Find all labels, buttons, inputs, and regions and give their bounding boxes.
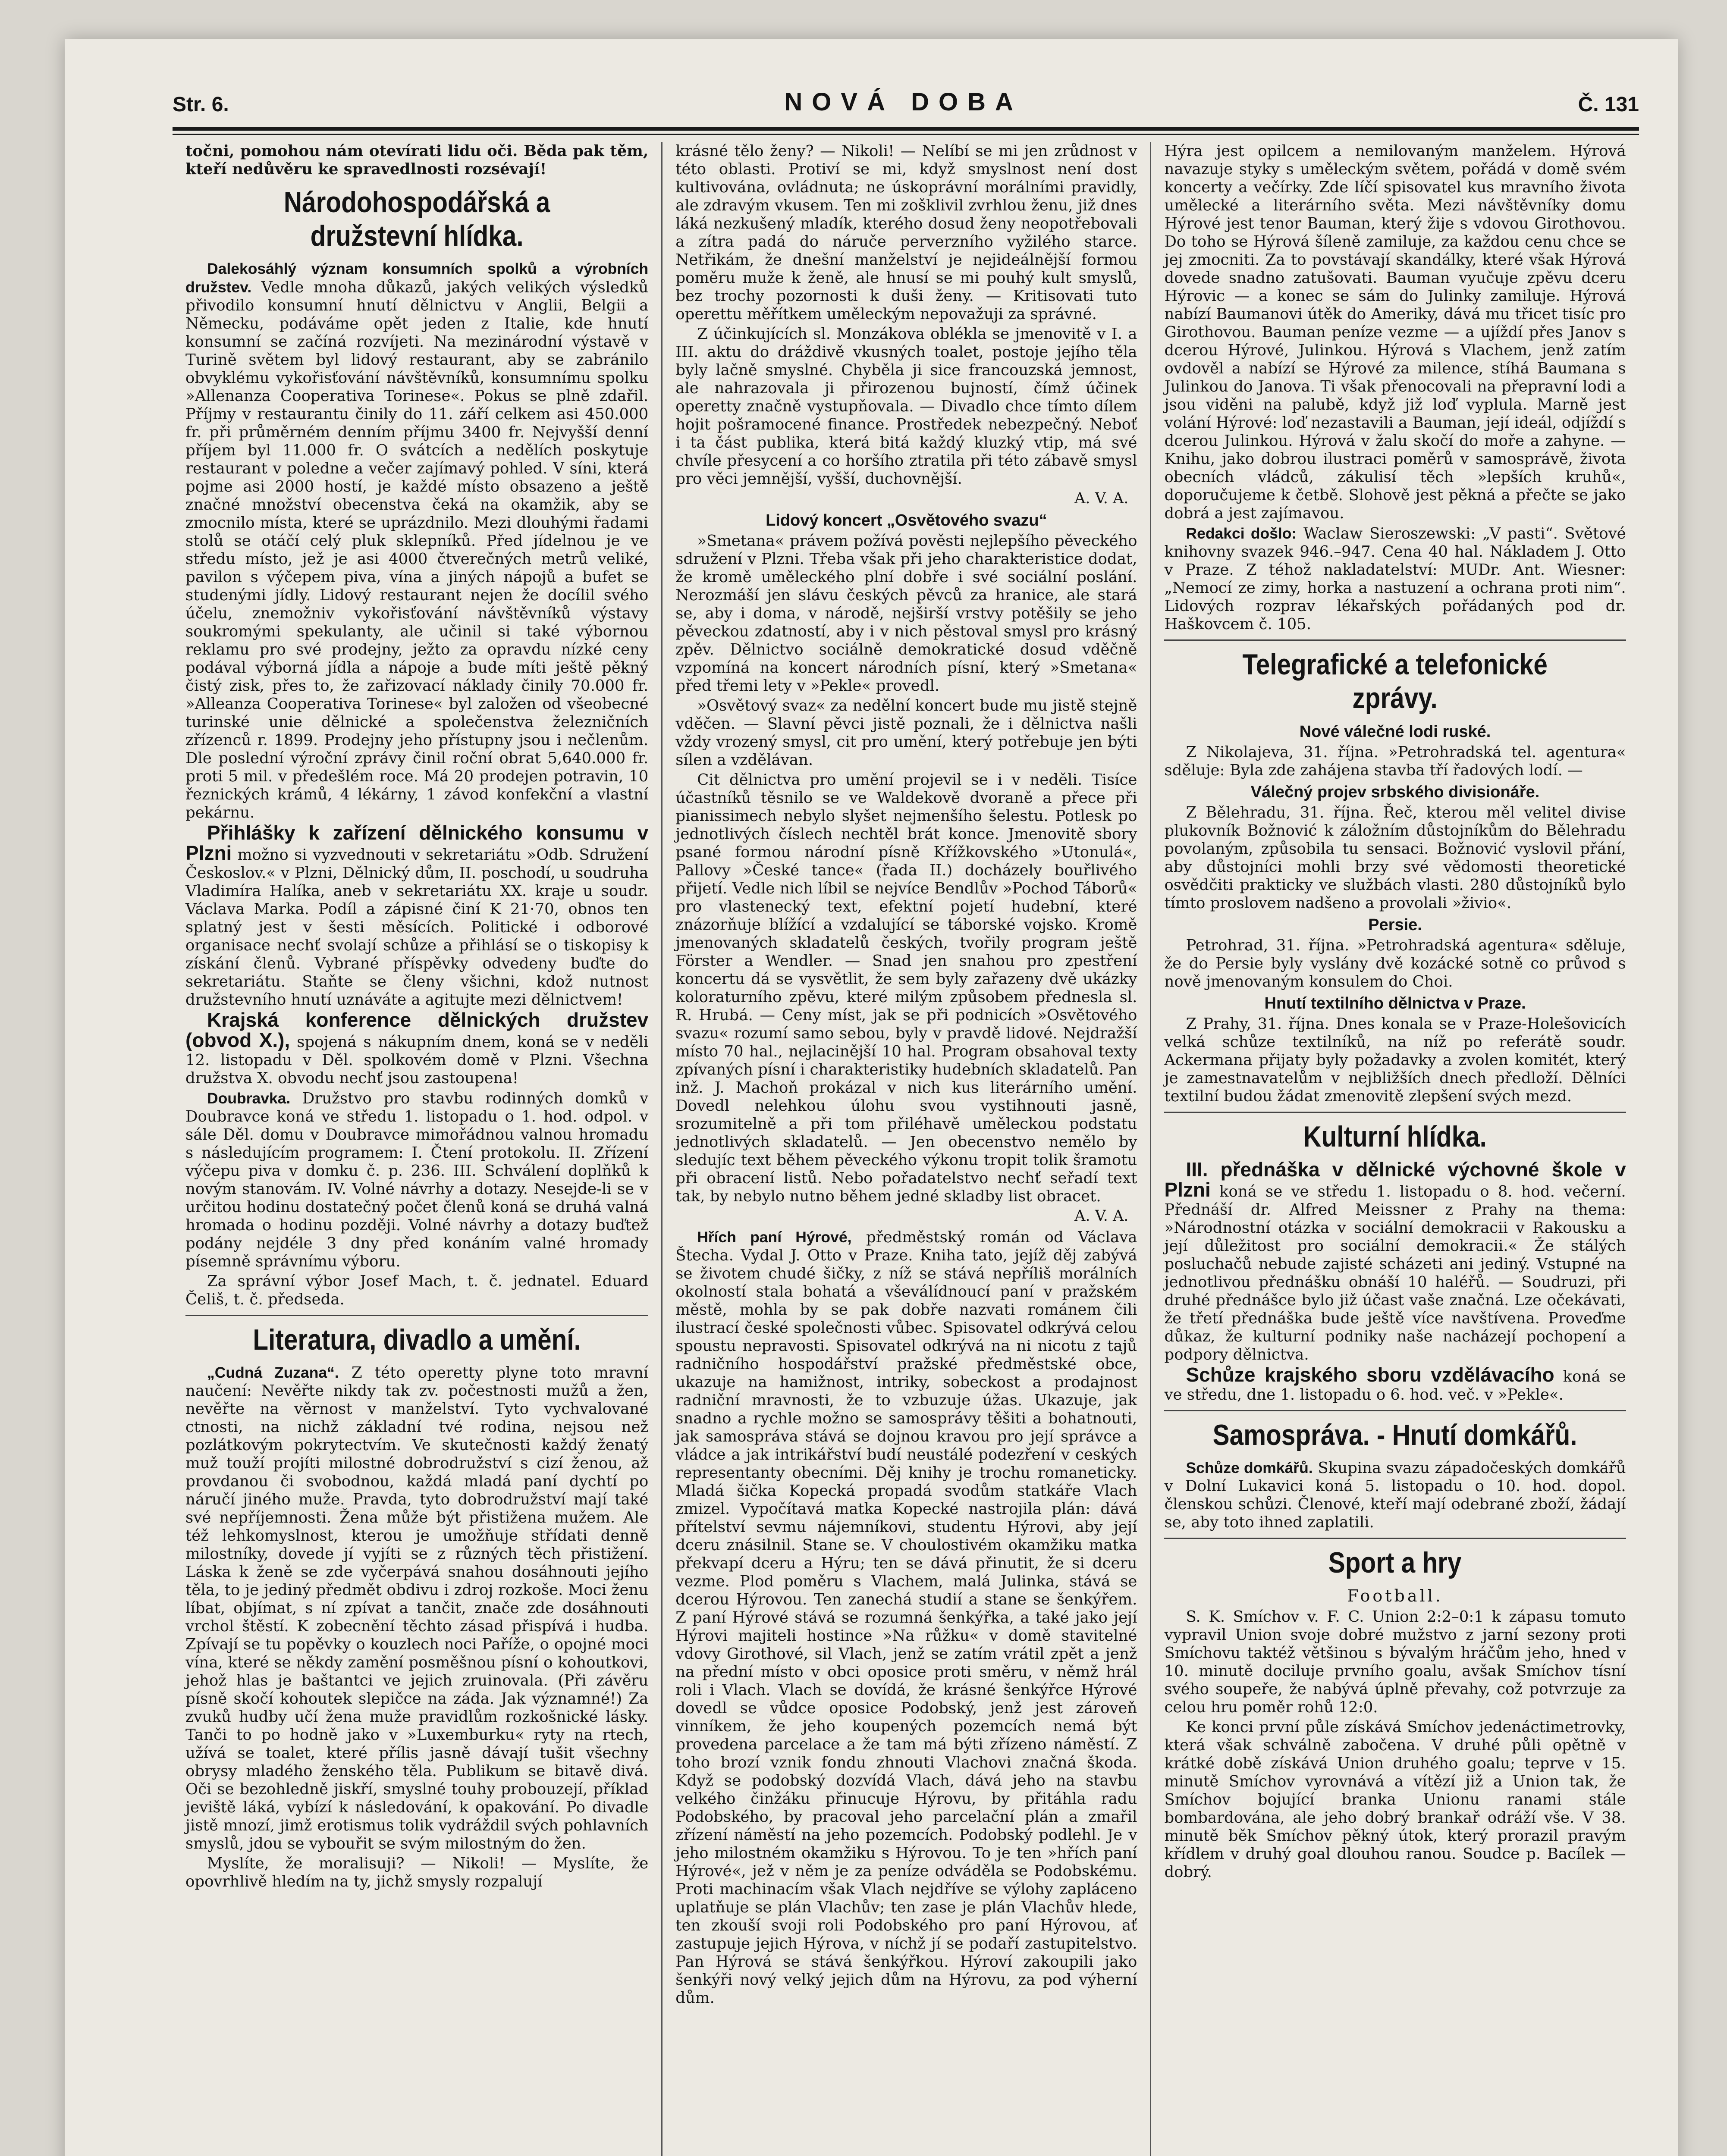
lead-prihlasky: Přihlášky k zařízení dělnického konsumu v Plzni	[185, 821, 649, 864]
signature-ava-2: A. V. A.	[1074, 1207, 1129, 1225]
news-textil: Z Prahy, 31. října. Dnes konala se v Praze-Holešovicích velká schůze textilníků, na níž po referátě soudr. Ackermana přijaty byly požadavky a zvolen komitét, který je zamestnavatelům v nejbližších dnech předloží. Dělníci textilní budou žádat zmenovitě zlepšení svých mezd.	[1164, 1015, 1626, 1105]
lead-prednaska: III. přednáška v dělnické výchovné škole v Plzni	[1164, 1158, 1626, 1201]
heading-samosprava: Samospráva. - Hnutí domkářů.	[1213, 1419, 1577, 1451]
body-hrich: předměstský román od Václava Štecha. Vydal J. Otto v Praze. Kniha tato, jejíž děj zabývá se životem chudé šičky, z níž se stává nepříliš morálních okolností stala bohatá a vševálídnoucí paní v pražském městě, mohla by se pak dobře nazvati románem čili ilustrací české společnosti vůbec. Spisovatel odkrývá celou spoustu nepravosti. Spisovatel odkrývá na ni nicotu z tajů radničního hospodářství pražské předměstské obce, ukazuje na hamižnost, intriky, sobeckost a prodajnost radniční mravnosti, že to vzbuzuje úžas. Ukazuje, jak snadno a rychle možno se samosprávy těšiti a bohatnouti, jak samospráva stává se dojnou kravou pro její správce a vládce a jak intrikářství budí neustálé podezření v ceských representanty obecními. Děj knihy je trochu romaneticky. Mladá šička Kopecká propadá svodům statkáře Vlach zmizel. Vypočítavá matka Kopecké nastrojila plán: dává přítelství sevmu nájemníkovi, studentu Hýrovi, aby její dceru znásilnil. Stane se. V choulostivém okamžiku matka překvapí dceru a Hýru; ten se dává přinutit, že si dceru vezme. Plod poměru s Vlachem, malá Julinka, stává se dcerou Hýrovou. Ten zanechá studií a stane se šenkýřem. Z paní Hýrové stává se rozumná šenkýřka, a také jako její Hýrovi majiteli hostince »Na růžku« v domě stavitelné vdovy Girothové, sil Vlach, jenž se zatím vrátil zpět a jenž na přední místo v obci oposice proti směru, v němž hrál roli i Vlach. Vlach se dovídá, že krásné šenkýřce Hýrové dovedl se vůdce oposice Podobský, jenž jest zároveň vinníkem, že jeho koupených pozemcích nemá být provedena parcelace a že tam má býti zřízeno náměstí. Z toho brozí vznik fondu zhnouti Vlachovi značná škoda. Když se podobský dozvídá Vlach, dává jeho na stavbu velkého činžáku přinucuje Hýrovu, by přitáhla radu Podobského, by pracoval jeho parcelační plán a zmařil zřízení náměstí na jeho pozemcích. Podobský podlehl. Je v jeho milostném okamžiku s Hýrovou. To je ten »hřích paní Hýrové«, jež v něm je za peníze odváděla se Podobskému. Proti machinacím však Vlach nejdříve se výlohy zapláceno uplatňuje se plán Vlachův; ten zase je plán Vlachův hlede, ten zkouší svoji roli Podobského pro paní Hýrovou, ať zastupuje jejich Hýrova, v níchž jí se podaří zastupitelstvo. Pan Hýrová se stává šenkýřkou. Hýroví zakoupili jako šenkýři nový velký jejich dům na Hýrovu, za pod výherní dům.	[675, 1228, 1137, 2007]
article-prednaska	[1164, 1160, 1626, 1364]
heading-srbsko: Válečný projev srbského divisionáře.	[1250, 783, 1540, 801]
lead-domkari: Schůze domkářů.	[1186, 1459, 1313, 1476]
heading-lodi: Nové válečné lodi ruské.	[1299, 723, 1491, 741]
heading-kulturni: Kulturní hlídka.	[1303, 1120, 1487, 1153]
column-3	[1150, 142, 1639, 2156]
article-football-2: Ke konci první půle získává Smíchov jedenáctimetrovky, která však schválně zabočena. V druhé půli opětně v krátké době získává Union druhého goalu; teprve v 15. minutě Smíchov vyrovnává a vítězí již a Union tak, že Smíchov bojující branka Unionu ranami stále bombardována, ale jeho dobrý brankař odráží vše. V 38. minutě běk Smíchov pěkný útok, který prorazil pravým křídlem v druhý goal dlouhou ranou. Soudce p. Bacílek — dobrý.	[1164, 1718, 1626, 1881]
article-koncert-2: »Osvětový svaz« za nedělní koncert bude mu jistě stejně vděčen. — Slavní pěvci jistě poznali, že i dělnictva našli vždy vrozený smysl, cit pro umění, který potřebuje jen býti sílen a vzdělávan.	[675, 697, 1137, 769]
lead-hrich: Hřích paní Hýrové,	[697, 1228, 852, 1246]
divider	[1164, 1538, 1626, 1539]
body-doubravka: Družstvo pro stavbu rodinných domků v Doubravce koná ve středu 1. listopadu o 1. hod. odpol. v sále Děl. domu v Doubravce mimořádnou valnou hromadu s následujícím programem: I. Čtení protokolu. II. Zřízení výčepu piva v domku č. p. 236. III. Schválení doplňků k novým stanovám. IV. Volné návrhy a dotazy. Nesejde-li se v určitou hodinu dostatečný počet členů koná se druhá valná hromada o hodinu později. Volné návrhy a dotazy buďtež podány nejdéle 3 dny před konáním valné hromady písemně správnímu výboru.	[185, 1090, 649, 1270]
article-football-1: S. K. Smíchov v. F. C. Union 2:2–0:1 k zápasu tomuto vypravil Union svoje dobré mužstvo z jarní sezony proti Smíchovu taktéž většinou s bývalým hráčům jeho, hned v 10. minutě dociluje prvního goalu, avšak Smíchov tísní svého soupeře, že nabývá úplně převahy, což potvrzuje za celou hru poměr rohů 12:0.	[1164, 1608, 1626, 1716]
lead-doubravka: Doubravka.	[207, 1090, 291, 1107]
body-konsum: Vedle mnoha důkazů, jakých velikých výsledků přivodilo konsumní hnutí dělnictvu v Anglii, Belgii a Německu, podáváme opět jeden z Italie, kde hnutí konsumní se začíná rozvíjeti. Na mezinárodní výstavě v Turině světem byl lidový restaurant, aby se zabránilo obvyklému vykořisťování návštěvníků, konsumnímu spolku »Allenanza Cooperativa Torinese«. Pokus se plně zdařil. Příjmy v restaurantu činily do 11. září celkem asi 450.000 fr. při průměrném denním příjmu 3400 fr. Nejvyšší denní příjem byl 11.000 fr. O svátcích a nedělích poskytuje restaurant v poledne a večer zajímavý pohled. V síni, která pojme asi 2000 hostí, je každé místo obsazeno a ještě značné množství obecenstva čeká na okamžik, aby se zmocnilo místa, které se uprázdnilo. Mezi dlouhými řadami stolů se otáčí celý pluk sklepníků. Před jídelnou je ve středu místo, jež je asi 4000 čtverečných metrů veliké, pavilon s výčepem piva, vína a jiných nápojů a bufet se studenými jídly. Lidový restaurant nejen že docílil svého účelu, znemožniv vykořisťování návštěvníků výstavy soukromými spekulanty, ale učinil si také výbornou reklamu pro své prodejny, ježto za opravdu nízké ceny podával výborná jídla a nápoje a bude míti ještě pěkný čistý zisk, přes to, že zařizovací náklady činily 70.000 fr. »Alleanza Cooperativa Torinese« byl založen od všeobecné turinské unie dělnické a společenstva železničních zřízenců r. 1899. Prodejny jeho přístupny jsou i nečlenům. Dle poslední výroční zprávy činil roční obrat 5,640.000 fr. proti 5 mil. v předešlém roce. Má 20 prodejen potravin, 10 řeznických krámů, 4 lékárny, 1 závod konfekční a vlastní pekárnu.	[185, 279, 649, 821]
news-lodi: Z Nikolajeva, 31. října. »Petrohradská tel. agentura« sděluje: Byla zde zahájena stavba tří řadových lodí. —	[1164, 743, 1626, 779]
article-doubravka	[185, 1089, 648, 1271]
article-konference	[185, 1011, 648, 1087]
body-zuzana: Z této operetty plyne toto mravní naučení: Nevěřte nikdy tak zv. počestnosti mužů a žen, nevěřte na věrnost v manželství. Tyto vychvalované ctnosti, na nichž základní tvé rodina, nejsou než pozlátkovým pokrytectvím. Ve skutečnosti každý ženatý muž touží projíti milostné dobrodružství s cizí ženou, až provdanou či svobodnou, každá mladá paní dychtí po náručí jiného muže. Pravda, tyto dobrodružství mají také své nepříjemnosti. Žena může být přistižena mužem. Ale též lehkomyslnost, kterou je umožňuje střídati denně milostníky, dovede jí vyjíti se z různých těch přistižení. Láska k ženě se zde vyčerpává snahou dosáhnouti jejího těla, to je jediný předmět obdivu i zdroj rozkoše. Moci ženu líbat, objímat, s ní zpívat a tančit, znače zde dosáhnouti vrchol štěstí. K zobecnění těchto zásad přispívá i hudba. Zpívají se tu popěvky o kouzlech noci Paříže, o opojné moci vína, které se někdy zamění posměšnou písní o kohoutkovi, jehož hlas je baštantci ve jejich zruinovala. (Při závěru písně skočí kohoutek slepičce na záda. Jak významné!) Za zvuků hudby učí žena muže pravidlům rozkošnické lásky. Tanči to po hodně jako v »Luxemburku« ryty na rtech, užívá se toalet, které přílis jasně dávají tušit všechny obrysy mladého ženského těla. Publikum se bitavě divá. Oči se bezohledně jiskří, smyslné touhy probouzejí, příklad jeviště láká, vybízí k následování, k opakování. Po divadle jistě mnozí, jimž erotismus tolik vydráždil svých pohlavních smyslů, jdou se vybouřit se svým milostným do žen.	[185, 1364, 649, 1852]
zuzana-performers: Z účinkujících sl. Monzákova oblékla se jmenovitě v I. a III. aktu do dráždivě vkusných toalet, postoje jejího těla byly lačně smyslné. Chyběla ji sice francouzská jemnost, ale nahrazovala ji přirozenou bujností, čímž účinek operetty značně vystupňovala. — Divadlo chce tímto dílem hojit pošramocené finance. Prostředek nebezpečný. Neboť i ta část publika, která bitá každý kluzký vtip, má své chvíle přesycení a co horšího ztratila při této zábavě smysl pro věci jemnější, vyšší, duchovnější.	[675, 325, 1137, 488]
divider	[1164, 1112, 1626, 1113]
body-prednaska: koná se ve středu 1. listopadu o 8. hod. večerní. Přednáší dr. Alfred Meissner z Prahy na thema: »Národnostní otázka v sociální demokracii v Rakousku a její důležitost pro sociální demokracii.« Že stálých posluchačů nebude zajisté scházeti ani jediný. Vstupné na jednotlivou přednášku obnáší 10 haléřů. — Soudruzi, při druhé přednášce bylo již účast vaše značná. Lze očekávati, že třetí přednáška bude ještě více navštívena. Proveďme důkaz, že kulturní podniky naše nacházejí pochopení a podpory dělnictva.	[1164, 1183, 1626, 1363]
hrich-continued: Hýra jest opilcem a nemilovaným manželem. Hýrová navazuje styky s uměleckým světem, pořádá v domě svém koncerty a večírky. Zde líčí spisovatel kus mravního života umělecké a literárního světa. Mezi návštěvníky domu Hýrové jest tenor Bauman, který žije s vdovou Girothovou. Do toho se Hýrová šíleně zamiluje, za každou cenu chce se jej zmocniti. Za to povstávají skandálky, které však Hýrová dovede snadno zatušovati. Bauman vyučuje zpěvu dceru Hýrovic — a konec se sám do Julinky zamiluje. Hýrová nabízí Baumanovi útěk do Ameriky, dává mu třicet tisíc pro Girothovou. Bauman peníze vezme — a ujíždí přes Janov s dcerou Hýrové, Julinkou. Hýrová s Vlachem, jenž zatím ovdověl a nabízí se Hýrové za milence, stíhá Baumana s Julinkou do Janova. Ti však přenocovali na přepravní lodi a jsou viděni na palubě, když již loď vyplula. Marně jest volání Hýrové: loď nezastavili a Bauman, její ideál, odjíždí s dcerou Julinkou. Hýrová v žalu skočí do moře a zahyne. — Knihu, jako dobrou ilustraci poměrů v samosprávě, života obecních vládců, zákulisí těch »lepších kruhů«, doporučujeme k četbě. Slohově jest pěkná a přečte se jako dobrá a jest zajímavou.	[1164, 142, 1626, 522]
news-srbsko: Z Bělehradu, 31. října. Řeč, kterou měl velitel divise plukovník Božnović k záložním důstojníkům do Bělehradu povolaným, způsobila tu sensaci. Božnović vyslovil přání, aby důstojníci mohli brzy své vědomosti theoretické osvědčiti prakticky ve službách vlasti. 280 důstojníků bylo tímto proslovem nadšeno a provolali »živio«.	[1164, 804, 1626, 912]
signature-ava-1: A. V. A.	[1074, 490, 1129, 507]
body-sbor: koná se ve středu, dne 1. listopadu o 6. hod. več. v »Pekle«.	[1164, 1368, 1626, 1404]
article-koncert-3: Cit dělnictva pro umění projevil se i v neděli. Tisíce účastníků těsnilo se ve Waldekově dvoraně a přece při pianissimech nebylo slyšet nejmenšího šelestu. Potlesk po jednotlivých číslech nechtěl brát konce. Jmenovitě sbory psané formou národní písně Křížkovského »Utonulá«, Pallovy »České tance« (řada II.) docházely bouřlivého přijetí. Vedle nich líbil se nejvíce Bendlův »Pochod Táborů« pro vlastenecký text, efektní pojetí hudební, které znázorňuje blížící a vzdalující se táborské vojsko. Kromě jmenovaných skladatelů českých, tvořily program ještě Förster a Wendler. — Snad jen snahou pro zpestření koncertu dá se vysvětlit, že sem byly zařazeny dvě ukázky koloraturního zpěvu, které milým způsobem přednesla sl. R. Hrubá. — Ceny míst, jak se při podnicích »Osvětového svazu« rozumí samo sebou, byly v pravdě lidové. Nejdražší místo 70 hal., nejlacinější 10 hal. Program obsahoval texty zpívaných písní i charakteristiky hudebních skladatelů. Pan inž. J. Machoň prokázal v nich kus literárního umění. Dovedl nelehkou úlohu svou vystihnouti jasně, srozumitelně a při tom přiléhavě uměleckou podstatu jednotlivých skladatelů. — Jen obecenstvo nemělo by sledujíc text během pěveckého výkonu tropit tolik šramotu při obracení listů. Nebo pořadatelstvo nechť seřadí text tak, by nebylo nutno během jedné skladby list obracet.	[675, 771, 1137, 1205]
article-redakci	[1164, 524, 1626, 633]
intro-text: točni, pomohou nám otevírati lidu oči. Běda pak těm, kteří nedůvěru ke spravedlnosti rozsévají!	[185, 142, 649, 178]
heading-sport: Sport a hry	[1328, 1546, 1462, 1579]
columns	[173, 142, 1639, 2156]
page-number: Str. 6.	[173, 93, 229, 116]
body-prihlasky: možno si vyzvednouti v sekretariátu »Odb. Sdružení Českoslov.« v Plzni, Dělnický dům, II. poschodí, u soudruha Vladimíra Halíka, aneb v sekretariátu XX. kraje u soudr. Václava Marka. Podíl a zápisné činí K 21·70, obnos ten splatný jest v šesti měsících. Politické i odborové organisace nechť svolají schůze a přihlásí se o tiskopisy k získání členů. Vybrané příspěvky odvedeny buďte do sekretariátu. Staňte se členy všichni, kdož nutnost družstevního hnutí uznáváte a agitujte mezi dělnictvem!	[185, 846, 649, 1009]
divider	[1164, 639, 1626, 641]
newspaper-page	[65, 39, 1678, 2156]
article-koncert: »Smetana« právem požívá pověsti nejlepšího pěveckého sdružení v Plzni. Třeba však při jeho charakteristice dodat, že kromě uměleckého plní dobře i své sociální poslání. Nerozmáší jen slávu českých pěvců za hranice, ale stará se, aby i doma, v národě, nejširší vrstvy potěšily se jeho pěveckou zdatností, aby i v nich pěstoval smysl pro krásný zpěv. Dělnictvo sociálně demokratické dosud vděčně vzpomíná na koncert národních písní, který »Smetana« před třemi lety v »Pekle« provedl.	[675, 532, 1137, 695]
body-redakci: Waclaw Sieroszewski: „V pasti“. Světové knihovny svazek 946.–947. Cena 40 hal. Nákladem J. Otto v Praze. Z téhož nakladatelství: MUDr. Ant. Wiesner: „Nemocí ze zimy, horka a nastuzení a ochrana proti nim“. Lidových rozprav lékařských pořádaných pod dr. Haškovcem č. 105.	[1164, 525, 1626, 633]
issue-number: Č. 131	[1578, 93, 1639, 116]
newspaper-title: NOVÁ DOBA	[784, 88, 1023, 116]
lead-zuzana: „Cudná Zuzana“.	[207, 1364, 339, 1381]
heading-textil: Hnutí textilního dělnictva v Praze.	[1264, 994, 1526, 1012]
heading-literatura: Literatura, divadlo a umění.	[253, 1323, 581, 1356]
article-konsum	[185, 260, 648, 822]
heading-persie: Persie.	[1368, 916, 1422, 934]
divider	[1164, 1410, 1626, 1411]
column-1	[173, 142, 661, 2156]
masthead-rule	[173, 127, 1639, 131]
lead-redakci: Redakci došlo:	[1186, 525, 1297, 542]
lead-sbor: Schůze krajského sboru vzdělávacího	[1186, 1363, 1554, 1386]
article-hrich	[675, 1228, 1137, 2007]
lead-konference: Krajská konference dělnických družstev (obvod X.),	[185, 1009, 649, 1051]
article-sbor	[1164, 1363, 1626, 1404]
article-domkari	[1164, 1459, 1626, 1532]
signature-doubravka: Za správní výbor Josef Mach, t. č. jednatel. Eduard Čeliš, t. č. předseda.	[185, 1272, 649, 1308]
subheading-football: Football.	[1347, 1586, 1443, 1605]
lead-konsum: Dalekosáhlý význam konsumních spolků a výrobních družstev.	[185, 260, 649, 296]
article-zuzana	[185, 1363, 648, 1853]
heading-narodohospodarska: Národohospodářská a družstevní hlídka.	[283, 186, 550, 252]
zuzana-continued: krásné tělo ženy? — Nikoli! — Nelíbí se mi jen zrůdnost v této oblasti. Protiví se mi, když smyslnost není dost kultivována, ovládnuta; ne úskoprávní morálními pravidly, ale zdravým vkusem. Ten mi zošklivil zvrhlou ženu, již dnes láká nezkušený mladík, kterého dosud ženy neopotřebovali a zítra padá do náruče perverzního vyžilého starce. Netřikám, že dnešní manželství je nejideálnější formou poměru muže k ženě, ale hnusí se mi pouhý kult smyslů, bez trochy pozornosti k duši ženy. — Kritisovati tuto operettu měřítkem uměleckým nepovažuji za správné.	[675, 142, 1137, 323]
masthead	[173, 69, 1639, 116]
news-persie: Petrohrad, 31. října. »Petrohradská agentura« sděluje, že do Persie byly vyslány dvě kozácké sotně co průvod s nově jmenovaným konsulem do Choi.	[1164, 937, 1626, 990]
column-2	[661, 142, 1150, 2156]
heading-koncert: Lidový koncert „Osvětového svazu“	[766, 511, 1047, 530]
masthead-rule-thin	[173, 134, 1639, 135]
heading-telegraficke: Telegrafické a telefonické zprávy.	[1242, 648, 1548, 714]
body-domkari: Skupina svazu západočeských domkářů v Dolní Lukavici koná 5. listopadu o 10. hod. dopol. členskou schůzi. Členové, kteří mají odebrané zboží, žádají se, aby toto ihned zaplatili.	[1164, 1459, 1626, 1531]
article-prihlasky	[185, 821, 649, 1009]
article-zuzana-end: Myslíte, že moralisuji? — Nikoli! — Myslíte, že opovrhlivě hledím na ty, jichž smysly rozpalují	[185, 1855, 649, 1890]
divider	[185, 1315, 648, 1316]
body-konference: spojená s nákupním dnem, koná se v neděli 12. listopadu v Děl. spolkovém domě v Plzni. Všechna družstva X. obvodu nechť jsou zastoupena!	[185, 1033, 649, 1087]
